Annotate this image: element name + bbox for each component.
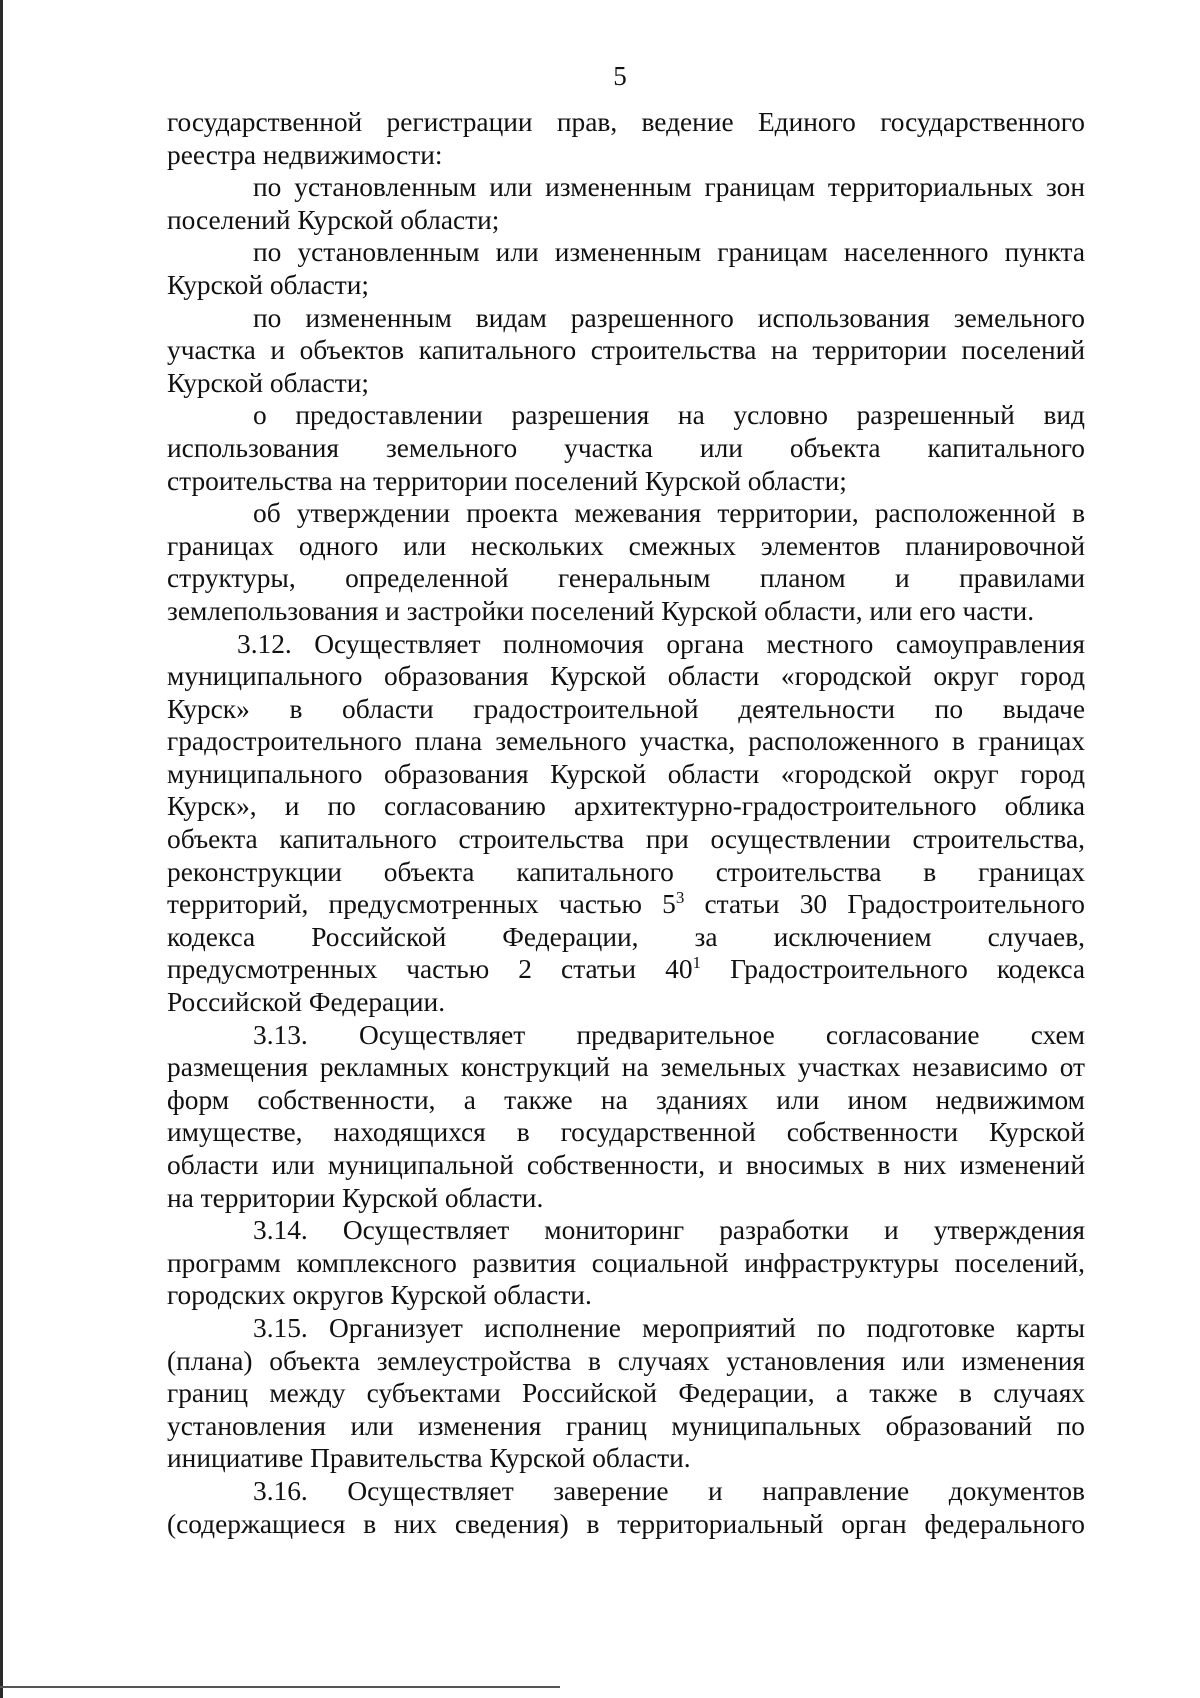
- text-line: [167, 758, 1085, 791]
- text-line-content: по измененным видам разрешенного использования земельного: [253, 302, 1085, 333]
- scan-edge-left: [0, 0, 3, 1698]
- text-line: [167, 432, 1085, 465]
- text-line: [167, 921, 1085, 954]
- text-line: [167, 888, 1085, 921]
- text-line-content: установления или изменения границ муниципальных образований по: [167, 1410, 1085, 1441]
- text-line-content: землепользования и застройки поселений Курской области, или его части.: [167, 595, 1035, 626]
- text-line-content: реестра недвижимости:: [167, 139, 443, 170]
- text-line-content: о предоставлении разрешения на условно разрешенный вид: [253, 400, 1085, 431]
- text-line: [167, 1084, 1085, 1117]
- text-line-content: 3.16. Осуществляет заверение и направление документов: [253, 1475, 1085, 1506]
- text-line: [167, 790, 1085, 823]
- text-line: [167, 986, 1085, 1019]
- text-line: [167, 1247, 1085, 1280]
- text-line-content: Российской Федерации.: [167, 987, 446, 1018]
- text-line-content: предусмотренных частью 2 статьи 40: [167, 954, 693, 985]
- text-line: [167, 1475, 1085, 1508]
- text-line-content: 3.13. Осуществляет предварительное согласование схем: [253, 1019, 1085, 1050]
- text-line-content: кодекса Российской Федерации, за исключением случаев,: [167, 921, 1085, 952]
- text-line: [167, 236, 1085, 269]
- text-line-content: поселений Курской области;: [167, 204, 500, 235]
- text-line-content: муниципального образования Курской области «городской округ город: [167, 758, 1085, 789]
- superscript: 3: [675, 888, 685, 908]
- text-line-content: на территории Курской области.: [167, 1182, 544, 1213]
- text-line: [167, 204, 1085, 237]
- text-line: [167, 725, 1085, 758]
- text-line: [167, 171, 1085, 204]
- text-line-content: использования земельного участка или объекта капитального: [167, 432, 1085, 463]
- text-line-content: муниципального образования Курской области «городской округ город: [167, 661, 1085, 692]
- text-line-content: размещения рекламных конструкций на земельных участках независимо от: [167, 1052, 1085, 1083]
- text-line: [167, 399, 1085, 432]
- text-line-content: 3.14. Осуществляет мониторинг разработки и утверждения: [253, 1215, 1085, 1246]
- text-line-content: государственной регистрации прав, ведение Единого государственного: [167, 107, 1085, 137]
- text-line: [167, 953, 1085, 986]
- text-line-content: программ комплексного развития социальной инфраструктуры поселений,: [167, 1247, 1085, 1278]
- text-line-content: по установленным или измененным границам населенного пункта: [253, 237, 1085, 268]
- text-line-content: строительства на территории поселений Курской области;: [167, 465, 847, 496]
- text-line: [167, 823, 1085, 856]
- text-line: [167, 465, 1085, 498]
- text-line: [167, 1214, 1085, 1247]
- text-line: [167, 660, 1085, 693]
- text-line: [167, 1149, 1085, 1182]
- text-line: [167, 1508, 1085, 1541]
- text-line: [167, 1345, 1085, 1378]
- text-line: [167, 562, 1085, 595]
- text-line-content: структуры, определенной генеральным планом и правилами: [167, 563, 1085, 594]
- text-line-content: Курской области;: [167, 367, 370, 398]
- text-line-content: форм собственности, а также на зданиях или ином недвижимом: [167, 1084, 1085, 1115]
- text-line-content: Курской области;: [167, 269, 370, 300]
- text-line: [167, 1182, 1085, 1215]
- text-line: [167, 139, 1085, 172]
- text-line: [167, 269, 1085, 302]
- text-line: [167, 367, 1085, 400]
- text-line-content: границ между субъектами Российской Федерации, а также в случаях: [167, 1378, 1085, 1409]
- text-line: [167, 530, 1085, 563]
- text-line-content: Курск» в области градостроительной деятельности по выдаче: [167, 693, 1085, 724]
- text-line-content: границах одного или нескольких смежных элементов планировочной: [167, 530, 1085, 561]
- text-line: [167, 693, 1085, 726]
- text-line-content: (плана) объекта землеустройства в случаях установления или изменения: [167, 1345, 1085, 1376]
- text-line: [167, 106, 1085, 139]
- text-line-content: 3.12. Осуществляет полномочия органа местного самоуправления: [237, 628, 1085, 659]
- superscript: 1: [692, 953, 702, 973]
- text-line-content: реконструкции объекта капитального строительства в границах: [167, 856, 1085, 887]
- text-line: [167, 1019, 1085, 1052]
- text-line-tail: статьи 30 Градостроительного: [684, 889, 1085, 920]
- text-line-content: объекта капитального строительства при осуществлении строительства,: [167, 824, 1085, 855]
- text-line-content: территорий, предусмотренных частью 5: [167, 889, 676, 920]
- text-line-content: городских округов Курской области.: [167, 1280, 592, 1311]
- text-line-content: участка и объектов капитального строительства на территории поселений: [167, 335, 1085, 366]
- text-line-tail: Градостроительного кодекса: [701, 954, 1086, 985]
- text-line-content: Курск», и по согласованию архитектурно-градостроительного облика: [167, 791, 1085, 822]
- text-line: [167, 856, 1085, 889]
- text-line-content: градостроительного плана земельного участка, расположенного в границах: [167, 726, 1085, 757]
- text-line: [167, 1051, 1085, 1084]
- text-line: [167, 1279, 1085, 1312]
- text-line: [167, 595, 1085, 628]
- text-line: [167, 497, 1085, 530]
- page-number: 5: [613, 61, 627, 91]
- text-line-content: инициативе Правительства Курской области.: [167, 1443, 691, 1474]
- text-line-content: 3.15. Организует исполнение мероприятий по подготовке карты: [253, 1312, 1085, 1343]
- text-line: [167, 334, 1085, 367]
- text-line: [167, 628, 1085, 661]
- text-line: [167, 302, 1085, 335]
- text-line-content: об утверждении проекта межевания территории, расположенной в: [253, 498, 1085, 529]
- text-line: [167, 1442, 1085, 1475]
- document-body: [167, 106, 1085, 1540]
- text-line: [167, 1377, 1085, 1410]
- text-line: [167, 1116, 1085, 1149]
- scan-edge-bottom: [0, 1686, 560, 1688]
- text-line-content: области или муниципальной собственности, и вносимых в них изменений: [167, 1150, 1085, 1180]
- text-line-content: по установленным или измененным границам территориальных зон: [253, 172, 1085, 203]
- text-line-content: имуществе, находящихся в государственной собственности Курской: [167, 1117, 1085, 1148]
- text-line: [167, 1312, 1085, 1345]
- text-line: [167, 1410, 1085, 1443]
- text-line-content: (содержащиеся в них сведения) в территориальный орган федерального: [167, 1508, 1085, 1539]
